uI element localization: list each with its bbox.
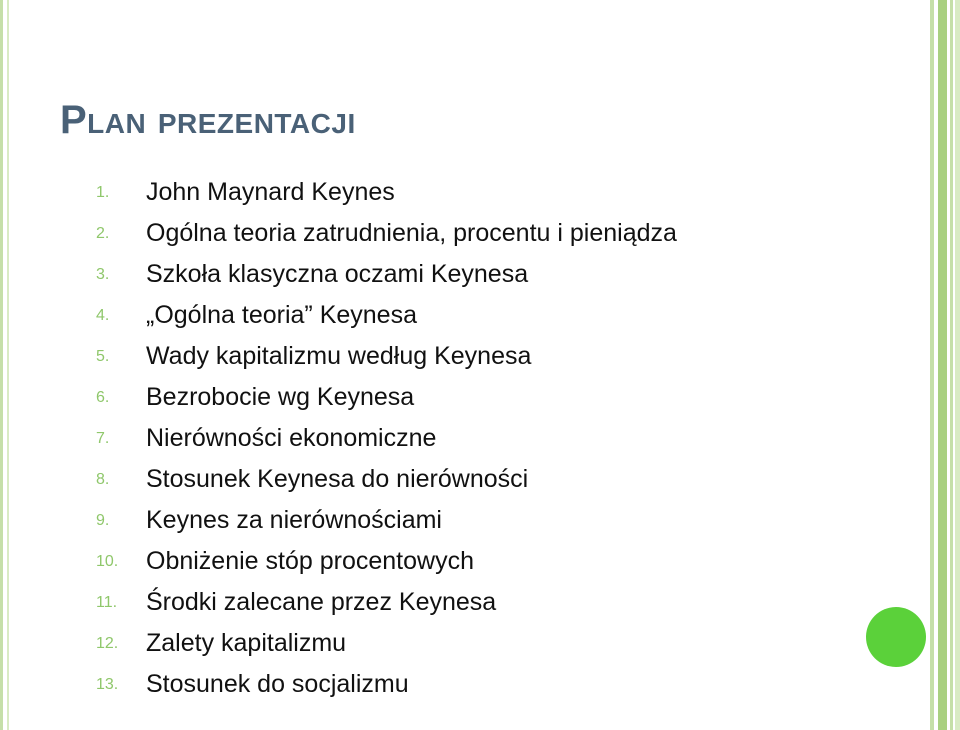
- agenda-item-text: „Ogólna teoria” Keynesa: [146, 301, 417, 329]
- agenda-item-text: Bezrobocie wg Keynesa: [146, 383, 415, 411]
- agenda-item-number: 10.: [96, 553, 119, 570]
- right-decorative-stripe-2: [938, 0, 947, 730]
- agenda-item-text: Stosunek do socjalizmu: [146, 670, 409, 698]
- agenda-item-text: Keynes za nierównościami: [146, 506, 442, 534]
- agenda-item-text: John Maynard Keynes: [146, 178, 395, 206]
- left-decorative-stripe: [0, 0, 3, 730]
- agenda-item-text: Zalety kapitalizmu: [146, 629, 347, 657]
- agenda-item-text: Stosunek Keynesa do nierówności: [146, 465, 529, 493]
- agenda-item-number: 11.: [96, 594, 118, 611]
- agenda-item-number: 4.: [96, 307, 110, 324]
- agenda-item-number: 13.: [96, 676, 119, 693]
- agenda-item-number: 3.: [96, 266, 110, 283]
- agenda-item-number: 7.: [96, 430, 110, 447]
- right-decorative-stripe-3: [950, 0, 953, 730]
- right-decorative-stripe-4: [955, 0, 960, 730]
- agenda-item-text: Obniżenie stóp procentowych: [146, 547, 474, 575]
- green-circle-decoration: [866, 607, 926, 667]
- agenda-item-text: Wady kapitalizmu według Keynesa: [146, 342, 532, 370]
- agenda-item-text: Nierówności ekonomiczne: [146, 424, 437, 452]
- agenda-item-number: 2.: [96, 225, 110, 242]
- agenda-item-text: Szkoła klasyczna oczami Keynesa: [146, 260, 529, 288]
- agenda-item-number: 8.: [96, 471, 110, 488]
- agenda-item-number: 5.: [96, 348, 110, 365]
- agenda-item-number: 1.: [96, 184, 110, 201]
- agenda-item-number: 9.: [96, 512, 110, 529]
- right-decorative-stripe-1: [930, 0, 934, 730]
- agenda-item-text: Środki zalecane przez Keynesa: [146, 588, 497, 616]
- agenda-item-number: 6.: [96, 389, 110, 406]
- agenda-item-number: 12.: [96, 635, 119, 652]
- slide-title: Plan prezentacji: [60, 98, 356, 142]
- agenda-item-text: Ogólna teoria zatrudnienia, procentu i pieniądza: [146, 219, 677, 247]
- left-decorative-stripe-inner: [7, 0, 9, 730]
